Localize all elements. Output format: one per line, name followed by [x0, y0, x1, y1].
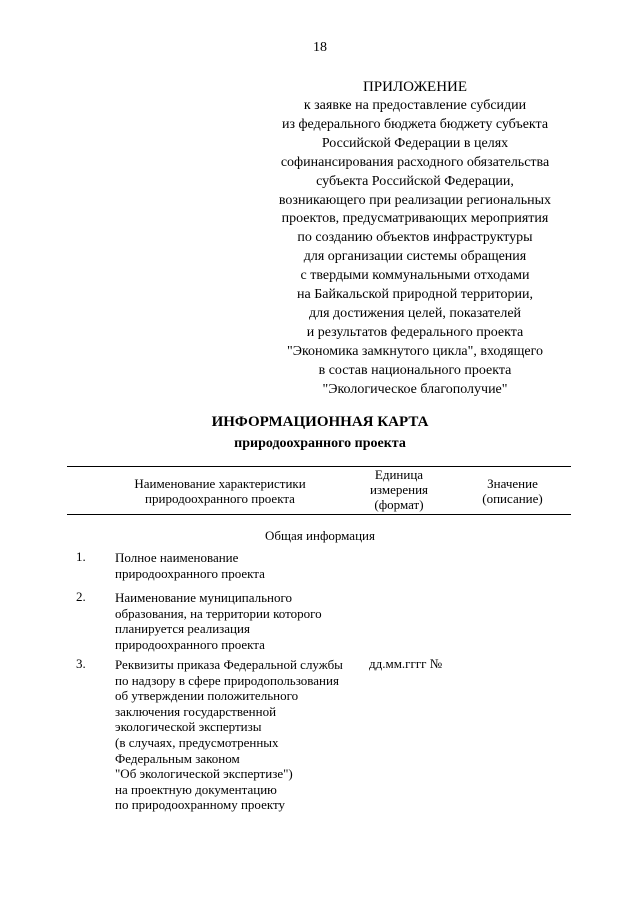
column-header-line: измерения — [369, 482, 429, 497]
row-text-line: образования, на территории которого — [115, 605, 322, 621]
appendix-line: к заявке на предоставление субсидии — [303, 98, 527, 113]
appendix-line: проектов, предусматривающих мероприятия — [281, 211, 549, 227]
appendix-line: софинансирования расходного обязательства — [280, 154, 550, 170]
section-title: Общая информация — [265, 528, 375, 543]
row-text-line: природоохранного проекта — [115, 565, 265, 581]
column-header-unit — [355, 467, 443, 512]
row-text-line: планируется реализация — [115, 621, 250, 637]
column-header-value — [460, 476, 565, 506]
row-text-line: Полное наименование — [115, 550, 239, 565]
table-header-top-rule — [67, 466, 571, 467]
appendix-line: и результатов федерального проекта — [306, 324, 524, 340]
appendix-line: на Байкальской природной территории, — [297, 287, 533, 303]
row-number: 3. — [76, 656, 86, 671]
row-text-line: Наименование муниципального — [115, 590, 293, 605]
appendix-line: возникающего при реализации региональных — [278, 192, 552, 208]
appendix-line: из федерального бюджета бюджету субъекта — [281, 116, 549, 132]
appendix-line: "Экологическое благополучие" — [322, 381, 508, 397]
row-text — [115, 550, 355, 581]
column-header-line: природоохранного проекта — [145, 491, 295, 506]
row-text-line: природоохранного проекта — [115, 636, 265, 652]
card-title: ИНФОРМАЦИОННАЯ КАРТА — [211, 414, 429, 430]
row-text-line: Реквизиты приказа Федеральной службы — [115, 657, 343, 672]
row-number: 2. — [76, 589, 86, 604]
row-text — [115, 590, 355, 652]
row-text-line: Федеральным законом — [115, 750, 240, 766]
row-text-line: (в случаях, предусмотренных — [115, 734, 279, 750]
appendix-line: Российской Федерации в целях — [321, 135, 509, 151]
row-text-line: на проектную документацию — [115, 781, 277, 797]
card-subtitle: природоохранного проекта — [234, 436, 406, 451]
column-header-line: (формат) — [374, 497, 424, 512]
appendix-line: для организации системы обращения — [303, 249, 527, 265]
page-number: 18 — [313, 40, 327, 55]
row-text — [115, 657, 355, 813]
column-header-line: (описание) — [482, 491, 543, 506]
row-text-line: "Об экологической экспертизе") — [115, 766, 293, 782]
row-unit-format: дд.мм.гггг № — [369, 656, 443, 671]
appendix-text — [250, 97, 580, 400]
appendix-line: в состав национального проекта — [318, 362, 512, 378]
appendix-line: субъекта Российской Федерации, — [316, 173, 514, 189]
row-text-line: экологической экспертизы — [115, 719, 262, 735]
appendix-title: ПРИЛОЖЕНИЕ — [362, 79, 468, 95]
appendix-line: по созданию объектов инфраструктуры — [297, 230, 533, 246]
appendix-line: для достижения целей, показателей — [308, 305, 522, 321]
appendix-line: "Экономика замкнутого цикла", входящего — [287, 343, 543, 359]
row-number: 1. — [76, 549, 86, 564]
row-text-line: об утверждении положительного — [115, 688, 299, 704]
column-header-name — [100, 476, 340, 506]
appendix-line: с твердыми коммунальными отходами — [300, 268, 530, 284]
appendix-block — [250, 78, 580, 400]
column-header-line: Значение — [487, 476, 538, 491]
column-header-line: Наименование характеристики — [134, 476, 306, 491]
row-text-line: по природоохранному проекту — [115, 797, 285, 813]
row-text-line: заключения государственной — [115, 703, 277, 719]
column-header-line: Единица — [374, 467, 424, 482]
row-text-line: по надзору в сфере природопользования — [115, 672, 339, 688]
table-header-bottom-rule — [67, 514, 571, 515]
